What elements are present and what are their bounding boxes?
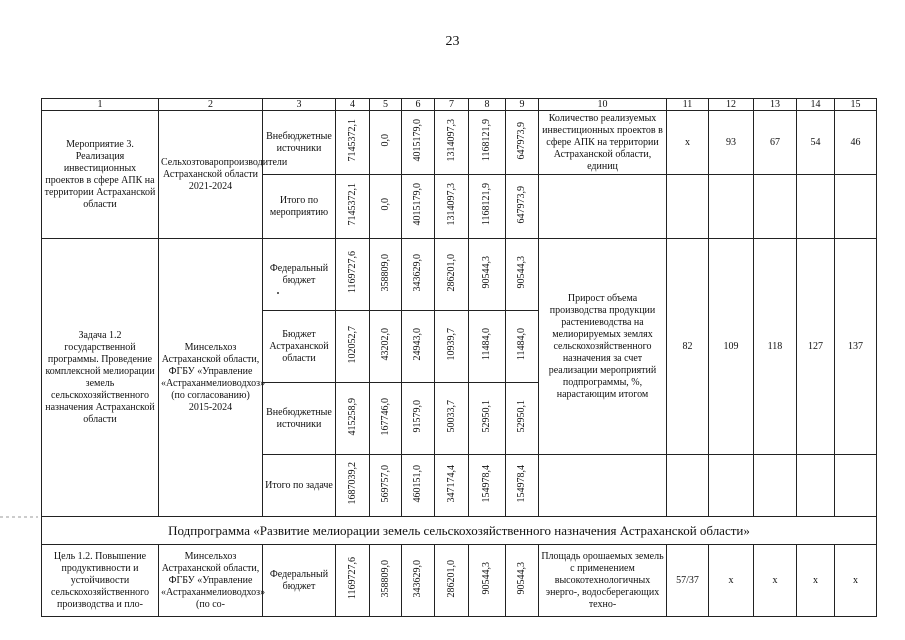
indicator-cell: Прирост объема производства продукции растениеводства на мелиорируемых землях сельскохозяйственного назначения за счет реализации мероприятий подпрограммы, %, нарастающим итогом [539, 239, 667, 455]
value-cell: 569757,0 [370, 455, 402, 517]
header-cell: 15 [835, 99, 877, 111]
value-cell: 50033,7 [435, 383, 469, 455]
value-cell: 1168121,9 [469, 175, 506, 239]
value-cell: 90544,3 [469, 239, 506, 311]
target-cell: x [797, 545, 835, 617]
header-cell: 12 [709, 99, 754, 111]
value-cell: 24943,0 [402, 311, 435, 383]
funding-source: Внебюджетные источники [263, 383, 336, 455]
goal12-name: Цель 1.2. Повышение продуктивности и устойчивости сельскохозяйственного производства и пло- [42, 545, 159, 617]
value-cell: 358809,0 [370, 545, 402, 617]
value-cell: 460151,0 [402, 455, 435, 517]
funding-source: Внебюджетные источники [263, 111, 336, 175]
header-cell: 7 [435, 99, 469, 111]
value-cell: 102052,7 [336, 311, 370, 383]
value-cell: 1168121,9 [469, 111, 506, 175]
header-cell: 6 [402, 99, 435, 111]
header-cell: 2 [159, 99, 263, 111]
value-cell: 52950,1 [469, 383, 506, 455]
target-cell: 93 [709, 111, 754, 175]
target-cell: x [754, 545, 797, 617]
measure3-executor: Сельхозтоваропроизводители Астраханской области 2021-2024 [159, 111, 263, 239]
header-cell: 10 [539, 99, 667, 111]
header-cell: 9 [506, 99, 539, 111]
value-cell: 43202,0 [370, 311, 402, 383]
header-cell: 11 [667, 99, 709, 111]
value-cell: 52950,1 [506, 383, 539, 455]
header-cell: 5 [370, 99, 402, 111]
header-cell: 4 [336, 99, 370, 111]
target-cell: 82 [667, 239, 709, 455]
target-cell: 137 [835, 239, 877, 455]
header-cell: 8 [469, 99, 506, 111]
value-cell: 347174,4 [435, 455, 469, 517]
value-cell: 90544,3 [469, 545, 506, 617]
task12-executor: Минсельхоз Астраханской области, ФГБУ «Управление «Астраханмелиоводхоз» (по согласованию) 2015-2024 [159, 239, 263, 517]
subprogram-title: Подпрограмма «Развитие мелиорации земель сельскохозяйственного назначения Астраханской области» [42, 517, 877, 545]
value-cell: 4015179,0 [402, 175, 435, 239]
goal12-executor: Минсельхоз Астраханской области, ФГБУ «Управление «Астраханмелиоводхоз» (по со- [159, 545, 263, 617]
funding-source: Итого по задаче [263, 455, 336, 517]
value-cell: 358809,0 [370, 239, 402, 311]
value-cell: 7145372,1 [336, 111, 370, 175]
value-cell: 10939,7 [435, 311, 469, 383]
value-cell: 90544,3 [506, 545, 539, 617]
header-cell: 3 [263, 99, 336, 111]
target-cell: 57/37 [667, 545, 709, 617]
value-cell: 1169727,6 [336, 239, 370, 311]
page-number: 23 [445, 34, 460, 49]
value-cell: 286201,0 [435, 239, 469, 311]
header-cell: 13 [754, 99, 797, 111]
funding-source: Бюджет Астраханской области [263, 311, 336, 383]
value-cell: 647973,9 [506, 175, 539, 239]
value-cell: 154978,4 [469, 455, 506, 517]
measure3-name: Мероприятие 3. Реализация инвестиционных проектов в сфере АПК на территории Астраханской области [42, 111, 159, 239]
value-cell: 167746,0 [370, 383, 402, 455]
target-cell: 109 [709, 239, 754, 455]
value-cell: 1169727,6 [336, 545, 370, 617]
value-cell: 415258,9 [336, 383, 370, 455]
value-cell: 4015179,0 [402, 111, 435, 175]
scan-mark [277, 292, 279, 294]
target-cell: 54 [797, 111, 835, 175]
funding-source: Федеральный бюджет [263, 239, 336, 311]
target-cell: x [667, 111, 709, 175]
target-cell: x [835, 545, 877, 617]
indicator-cell: Площадь орошаемых земель с применением высокотехнологичных энерго-, водосберегающих техно- [539, 545, 667, 617]
value-cell: 1314097,3 [435, 175, 469, 239]
value-cell: 7145372,1 [336, 175, 370, 239]
value-cell: 1687039,2 [336, 455, 370, 517]
value-cell: 647973,9 [506, 111, 539, 175]
value-cell: 90544,3 [506, 239, 539, 311]
indicator-cell: Количество реализуемых инвестиционных проектов в сфере АПК на территории Астраханской области, единиц [539, 111, 667, 175]
target-cell: 67 [754, 111, 797, 175]
target-cell: 127 [797, 239, 835, 455]
target-cell: x [709, 545, 754, 617]
value-cell: 1314097,3 [435, 111, 469, 175]
value-cell: 343629,0 [402, 545, 435, 617]
target-cell: 46 [835, 111, 877, 175]
value-cell: 154978,4 [506, 455, 539, 517]
value-cell: 0,0 [370, 111, 402, 175]
value-cell: 11484,0 [469, 311, 506, 383]
funding-source: Итого по мероприятию [263, 175, 336, 239]
value-cell: 343629,0 [402, 239, 435, 311]
target-cell: 118 [754, 239, 797, 455]
value-cell: 0,0 [370, 175, 402, 239]
header-cell: 14 [797, 99, 835, 111]
value-cell: 286201,0 [435, 545, 469, 617]
funding-source: Федеральный бюджет [263, 545, 336, 617]
header-cell: 1 [42, 99, 159, 111]
value-cell: 91579,0 [402, 383, 435, 455]
value-cell: 11484,0 [506, 311, 539, 383]
task12-name: Задача 1.2 государственной программы. Проведение комплексной мелиорации земель сельскохозяйственного назначения Астраханской области [42, 239, 159, 517]
